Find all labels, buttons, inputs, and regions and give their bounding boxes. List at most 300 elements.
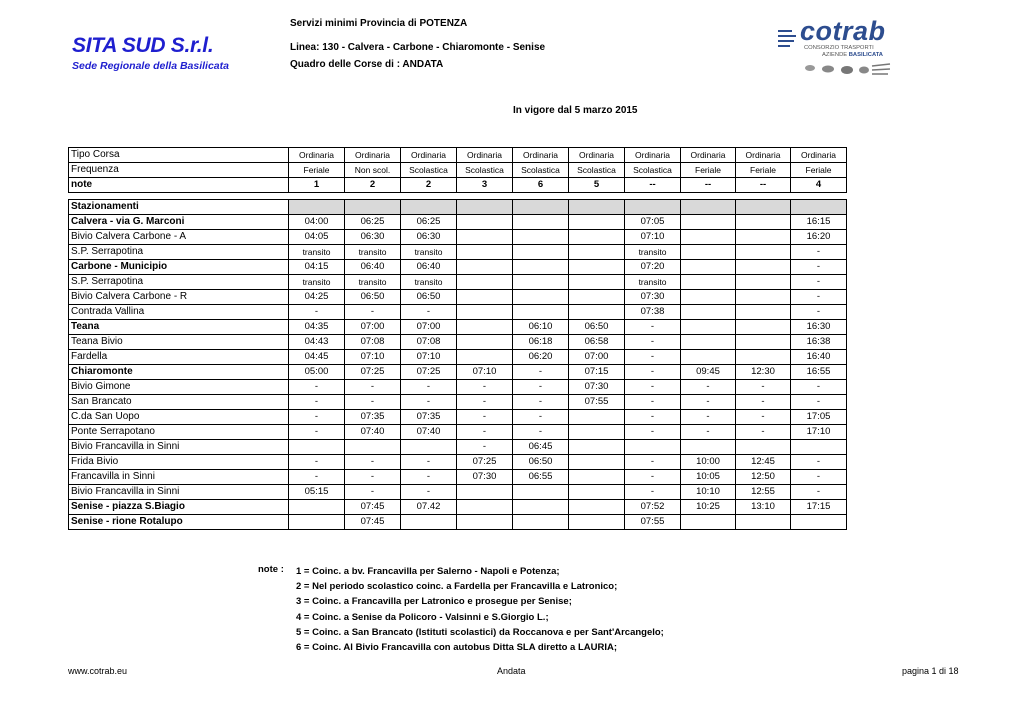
stop-name: Fardella — [69, 350, 289, 365]
spacer-cell — [457, 193, 513, 200]
stop-time: - — [345, 395, 401, 410]
spacer-cell — [289, 193, 345, 200]
stop-time — [289, 440, 345, 455]
stop-time: 07:35 — [345, 410, 401, 425]
stop-time: - — [289, 470, 345, 485]
stop-row — [69, 305, 847, 320]
stop-time: - — [625, 425, 681, 440]
frequenza-row-cell: Feriale — [289, 163, 345, 178]
stop-time — [736, 350, 791, 365]
stop-time — [681, 245, 736, 260]
stop-time: - — [401, 470, 457, 485]
note-row-cell: 2 — [401, 178, 457, 193]
stop-name: Frida Bivio — [69, 455, 289, 470]
stop-time: - — [513, 380, 569, 395]
stop-time: - — [345, 485, 401, 500]
stop-time: 07:40 — [401, 425, 457, 440]
stop-row — [69, 335, 847, 350]
stop-name: Carbone - Municipio — [69, 260, 289, 275]
stazionamenti-cell — [401, 200, 457, 215]
stop-time — [736, 515, 791, 530]
stop-time: - — [791, 470, 847, 485]
frequenza-row — [69, 163, 847, 178]
stop-time — [401, 440, 457, 455]
stop-time: transito — [401, 245, 457, 260]
stop-time: - — [791, 380, 847, 395]
stop-time: 07:45 — [345, 500, 401, 515]
stop-row — [69, 440, 847, 455]
stop-time: 06:40 — [401, 260, 457, 275]
stazionamenti-row — [69, 200, 847, 215]
frequenza-row-cell: Scolastica — [569, 163, 625, 178]
tipo-corsa-row — [69, 148, 847, 163]
stop-time — [513, 260, 569, 275]
stop-time: 06:45 — [513, 440, 569, 455]
stop-time: 12:45 — [736, 455, 791, 470]
stop-time: transito — [345, 275, 401, 290]
stop-time: - — [457, 395, 513, 410]
stop-row — [69, 275, 847, 290]
stop-time — [569, 515, 625, 530]
stop-time — [289, 515, 345, 530]
stop-name: Ponte Serrapotano — [69, 425, 289, 440]
spacer-cell — [681, 193, 736, 200]
stop-time: - — [791, 245, 847, 260]
stop-time: 07:08 — [345, 335, 401, 350]
stop-time: 10:05 — [681, 470, 736, 485]
stop-time: - — [289, 410, 345, 425]
stop-time — [736, 275, 791, 290]
stop-time: - — [791, 455, 847, 470]
frequenza-row-cell: Scolastica — [513, 163, 569, 178]
stop-time: - — [791, 290, 847, 305]
stop-time: 06:50 — [513, 455, 569, 470]
stop-time: 07:00 — [569, 350, 625, 365]
tipo-corsa-row-cell: Ordinaria — [345, 148, 401, 163]
stop-time: 16:40 — [791, 350, 847, 365]
stop-time: 06:40 — [345, 260, 401, 275]
stop-time: - — [345, 470, 401, 485]
note-row-cell: 4 — [791, 178, 847, 193]
stop-time: - — [289, 380, 345, 395]
stop-time: 04:43 — [289, 335, 345, 350]
note-item: 2 = Nel periodo scolastico coinc. a Fardella per Francavilla e Latronico; — [296, 581, 618, 593]
stop-time — [681, 230, 736, 245]
note-row-cell: 2 — [345, 178, 401, 193]
stazionamenti-cell — [569, 200, 625, 215]
stop-time — [625, 440, 681, 455]
stop-time: - — [345, 380, 401, 395]
spacer-cell — [345, 193, 401, 200]
stop-time: - — [681, 395, 736, 410]
stop-time: 07:00 — [345, 320, 401, 335]
tipo-corsa-row-cell: Ordinaria — [457, 148, 513, 163]
stop-time — [457, 305, 513, 320]
stop-name: Francavilla in Sinni — [69, 470, 289, 485]
stop-time — [345, 440, 401, 455]
stop-time: transito — [289, 275, 345, 290]
stop-time: 06:20 — [513, 350, 569, 365]
stop-time: 07:25 — [401, 365, 457, 380]
stop-row — [69, 455, 847, 470]
stop-time: - — [289, 425, 345, 440]
stop-time — [457, 275, 513, 290]
stop-time — [513, 500, 569, 515]
stop-time: 07:10 — [345, 350, 401, 365]
company-name: SITA SUD S.r.l. — [72, 34, 214, 57]
stop-time — [569, 230, 625, 245]
stop-time — [791, 515, 847, 530]
stop-time — [457, 500, 513, 515]
stop-time — [457, 290, 513, 305]
note-item: 1 = Coinc. a bv. Francavilla per Salerno - Napoli e Potenza; — [296, 566, 560, 577]
stop-time: - — [625, 380, 681, 395]
spacer-cell — [69, 193, 289, 200]
stop-time — [513, 275, 569, 290]
stop-time: 07:10 — [457, 365, 513, 380]
stop-row — [69, 485, 847, 500]
stop-time: 07:40 — [345, 425, 401, 440]
stop-time — [681, 260, 736, 275]
stop-time: 06:30 — [345, 230, 401, 245]
stop-time: - — [513, 410, 569, 425]
tipo-corsa-row-cell: Ordinaria — [289, 148, 345, 163]
notes-label: note : — [258, 564, 284, 575]
note-row-cell: 6 — [513, 178, 569, 193]
stop-time — [569, 410, 625, 425]
frequenza-row-cell: Feriale — [791, 163, 847, 178]
spacer-cell — [791, 193, 847, 200]
frequenza-row-cell: Scolastica — [457, 163, 513, 178]
stop-time — [457, 260, 513, 275]
stop-time: 06:50 — [345, 290, 401, 305]
stop-time — [457, 230, 513, 245]
cotrab-logo — [778, 16, 890, 80]
frequenza-row-cell: Scolastica — [625, 163, 681, 178]
stop-time: 07:05 — [625, 215, 681, 230]
company-subtitle: Sede Regionale della Basilicata — [72, 60, 229, 72]
stop-time: - — [681, 410, 736, 425]
stop-time — [513, 515, 569, 530]
direction-title: Quadro delle Corse di : ANDATA — [290, 59, 444, 70]
stop-time: - — [791, 395, 847, 410]
note-item: 4 = Coinc. a Senise da Policoro - Valsinni e S.Giorgio L.; — [296, 611, 549, 623]
stop-time: - — [345, 455, 401, 470]
spacer-cell — [625, 193, 681, 200]
stop-time: 07:15 — [569, 365, 625, 380]
logo-bars-icon — [778, 30, 798, 54]
stop-time: 07:25 — [345, 365, 401, 380]
logo-subtitle-2: AZIENDE BASILICATA — [822, 52, 883, 58]
stop-time: - — [289, 455, 345, 470]
stop-time — [736, 260, 791, 275]
stop-time: 06:55 — [513, 470, 569, 485]
stop-time: 06:18 — [513, 335, 569, 350]
stop-time: 13:10 — [736, 500, 791, 515]
stop-name: Senise - rione Rotalupo — [69, 515, 289, 530]
stop-time: 07:52 — [625, 500, 681, 515]
stop-time: - — [401, 395, 457, 410]
stop-time: 06:58 — [569, 335, 625, 350]
stop-time: - — [457, 410, 513, 425]
spacer-cell — [569, 193, 625, 200]
stop-time — [736, 320, 791, 335]
stop-time: - — [513, 425, 569, 440]
stazionamenti-cell — [289, 200, 345, 215]
frequenza-row-cell: Scolastica — [401, 163, 457, 178]
stop-time: - — [625, 320, 681, 335]
stop-name: S.P. Serrapotina — [69, 275, 289, 290]
stop-time — [681, 290, 736, 305]
stop-time: 07:45 — [345, 515, 401, 530]
stop-time: - — [457, 380, 513, 395]
stazionamenti-cell — [681, 200, 736, 215]
stop-time — [457, 515, 513, 530]
stop-time: transito — [401, 275, 457, 290]
stop-time: 04:15 — [289, 260, 345, 275]
stop-time: 16:15 — [791, 215, 847, 230]
stop-time: - — [457, 425, 513, 440]
footer-direction: Andata — [497, 666, 526, 676]
stop-time: 17:15 — [791, 500, 847, 515]
stop-time: 16:38 — [791, 335, 847, 350]
note-item: 6 = Coinc. Al Bivio Francavilla con autobus Ditta SLA diretto a LAURIA; — [296, 642, 618, 654]
stop-time: 10:10 — [681, 485, 736, 500]
frequenza-row-label: Frequenza — [69, 163, 289, 178]
stop-time: - — [625, 395, 681, 410]
stop-time — [569, 440, 625, 455]
stop-time — [569, 290, 625, 305]
note-row — [69, 178, 847, 193]
stop-name: Bivio Francavilla in Sinni — [69, 485, 289, 500]
stop-time: - — [625, 365, 681, 380]
stop-time: 06:50 — [569, 320, 625, 335]
stop-time: 06:25 — [345, 215, 401, 230]
stop-time: - — [625, 410, 681, 425]
stop-time: 07:10 — [625, 230, 681, 245]
footer-page-number: pagina 1 di 18 — [902, 666, 959, 676]
service-title: Servizi minimi Provincia di POTENZA — [290, 18, 468, 29]
stop-time — [569, 275, 625, 290]
stop-row — [69, 425, 847, 440]
stop-row — [69, 380, 847, 395]
stop-time — [681, 305, 736, 320]
stop-time: 07:30 — [457, 470, 513, 485]
stazionamenti-cell — [791, 200, 847, 215]
stop-name: Teana Bivio — [69, 335, 289, 350]
note-item: 5 = Coinc. a San Brancato (Istituti scolastici) da Roccanova e per Sant'Arcangelo; — [296, 626, 664, 638]
stop-time — [457, 320, 513, 335]
note-item: 3 = Coinc. a Francavilla per Latronico e prosegue per Senise; — [296, 596, 572, 608]
stop-row — [69, 230, 847, 245]
stop-time — [681, 335, 736, 350]
stop-time: 16:30 — [791, 320, 847, 335]
stop-time — [681, 350, 736, 365]
stop-time — [569, 470, 625, 485]
stop-name: S.P. Serrapotina — [69, 245, 289, 260]
stop-row — [69, 350, 847, 365]
tipo-corsa-row-cell: Ordinaria — [791, 148, 847, 163]
stop-time — [569, 245, 625, 260]
stop-time — [681, 215, 736, 230]
stop-time — [569, 215, 625, 230]
line-title: Linea: 130 - Calvera - Carbone - Chiaromonte - Senise — [290, 42, 546, 53]
spacer-row — [69, 193, 847, 200]
stop-time — [681, 515, 736, 530]
stop-name: Chiaromonte — [69, 365, 289, 380]
stop-time — [457, 245, 513, 260]
stop-time: - — [736, 425, 791, 440]
stop-time: - — [681, 380, 736, 395]
stop-time: - — [791, 260, 847, 275]
stop-name: Contrada Vallina — [69, 305, 289, 320]
stop-time: 07:25 — [457, 455, 513, 470]
stop-time: - — [791, 485, 847, 500]
spacer-cell — [513, 193, 569, 200]
stop-time: 12:30 — [736, 365, 791, 380]
frequenza-row-cell: Non scol. — [345, 163, 401, 178]
stop-time: 07:10 — [401, 350, 457, 365]
stop-time — [681, 320, 736, 335]
stop-time: transito — [625, 275, 681, 290]
stop-name: C.da San Uopo — [69, 410, 289, 425]
tipo-corsa-row-cell: Ordinaria — [569, 148, 625, 163]
stop-time — [736, 215, 791, 230]
validity-date: In vigore dal 5 marzo 2015 — [513, 105, 638, 116]
stop-time: 07:30 — [569, 380, 625, 395]
stop-time — [736, 440, 791, 455]
stop-time: 12:55 — [736, 485, 791, 500]
stop-time — [513, 290, 569, 305]
stop-time — [289, 500, 345, 515]
note-row-cell: 1 — [289, 178, 345, 193]
timetable — [68, 147, 847, 530]
stop-time: 05:00 — [289, 365, 345, 380]
stazionamenti-cell — [345, 200, 401, 215]
stop-name: Calvera - via G. Marconi — [69, 215, 289, 230]
stop-time — [736, 305, 791, 320]
stop-name: Bivio Calvera Carbone - A — [69, 230, 289, 245]
note-row-cell: 5 — [569, 178, 625, 193]
stop-time: 07:55 — [569, 395, 625, 410]
stop-time: transito — [625, 245, 681, 260]
stop-time: - — [625, 485, 681, 500]
stop-row — [69, 245, 847, 260]
stop-time: 16:20 — [791, 230, 847, 245]
stop-time — [569, 500, 625, 515]
stop-time — [513, 230, 569, 245]
stop-row — [69, 410, 847, 425]
stazionamenti-label: Stazionamenti — [69, 200, 289, 215]
stop-time: 04:45 — [289, 350, 345, 365]
stop-time — [569, 425, 625, 440]
stop-name: Teana — [69, 320, 289, 335]
logo-word: cotrab — [800, 16, 886, 46]
stop-time: 07:00 — [401, 320, 457, 335]
stop-time: 06:30 — [401, 230, 457, 245]
stop-time: 04:00 — [289, 215, 345, 230]
stop-time: - — [736, 380, 791, 395]
stop-time — [791, 440, 847, 455]
stop-row — [69, 515, 847, 530]
stop-time: - — [289, 305, 345, 320]
stop-time: 17:10 — [791, 425, 847, 440]
stop-time: - — [401, 380, 457, 395]
tipo-corsa-row-cell: Ordinaria — [401, 148, 457, 163]
stop-time: 07:38 — [625, 305, 681, 320]
stop-row — [69, 215, 847, 230]
stop-time: 05:15 — [289, 485, 345, 500]
tipo-corsa-row-cell: Ordinaria — [625, 148, 681, 163]
stop-time — [513, 245, 569, 260]
stop-time: 09:45 — [681, 365, 736, 380]
stop-time: 06:25 — [401, 215, 457, 230]
frequenza-row-cell: Feriale — [736, 163, 791, 178]
stazionamenti-cell — [736, 200, 791, 215]
stop-time — [736, 290, 791, 305]
stop-time: 06:10 — [513, 320, 569, 335]
stop-time: transito — [289, 245, 345, 260]
note-row-cell: -- — [625, 178, 681, 193]
stop-time: - — [791, 275, 847, 290]
stop-time: 16:55 — [791, 365, 847, 380]
stop-time — [569, 455, 625, 470]
stop-time: - — [401, 455, 457, 470]
stop-time: - — [791, 305, 847, 320]
stop-row — [69, 395, 847, 410]
stop-name: Bivio Francavilla in Sinni — [69, 440, 289, 455]
stop-time: 07:08 — [401, 335, 457, 350]
tipo-corsa-row-cell: Ordinaria — [736, 148, 791, 163]
stop-time: 07:55 — [625, 515, 681, 530]
stop-time — [736, 335, 791, 350]
note-row-cell: -- — [736, 178, 791, 193]
stop-time: - — [513, 365, 569, 380]
tipo-corsa-row-cell: Ordinaria — [513, 148, 569, 163]
stop-time: 07:20 — [625, 260, 681, 275]
stop-time: - — [625, 350, 681, 365]
stop-time: 10:00 — [681, 455, 736, 470]
stop-time: 12:50 — [736, 470, 791, 485]
stop-time — [569, 485, 625, 500]
stop-time — [681, 275, 736, 290]
notes-list — [296, 564, 664, 655]
stop-row — [69, 500, 847, 515]
stop-time: 04:35 — [289, 320, 345, 335]
stop-time: - — [401, 305, 457, 320]
stop-time: - — [681, 425, 736, 440]
stazionamenti-cell — [625, 200, 681, 215]
stop-time: - — [513, 395, 569, 410]
stop-time — [457, 215, 513, 230]
stazionamenti-cell — [457, 200, 513, 215]
stop-time: 04:25 — [289, 290, 345, 305]
tipo-corsa-row-cell: Ordinaria — [681, 148, 736, 163]
logo-dots-icon — [802, 62, 892, 78]
stop-time — [736, 230, 791, 245]
stop-time: transito — [345, 245, 401, 260]
stop-name: Bivio Calvera Carbone - R — [69, 290, 289, 305]
stop-time: 07.42 — [401, 500, 457, 515]
stop-name: Senise - piazza S.Biagio — [69, 500, 289, 515]
stop-time: - — [345, 305, 401, 320]
tipo-corsa-row-label: Tipo Corsa — [69, 148, 289, 163]
frequenza-row-cell: Feriale — [681, 163, 736, 178]
stop-time: - — [289, 395, 345, 410]
stop-time — [457, 335, 513, 350]
stop-time: 07:35 — [401, 410, 457, 425]
stop-row — [69, 470, 847, 485]
